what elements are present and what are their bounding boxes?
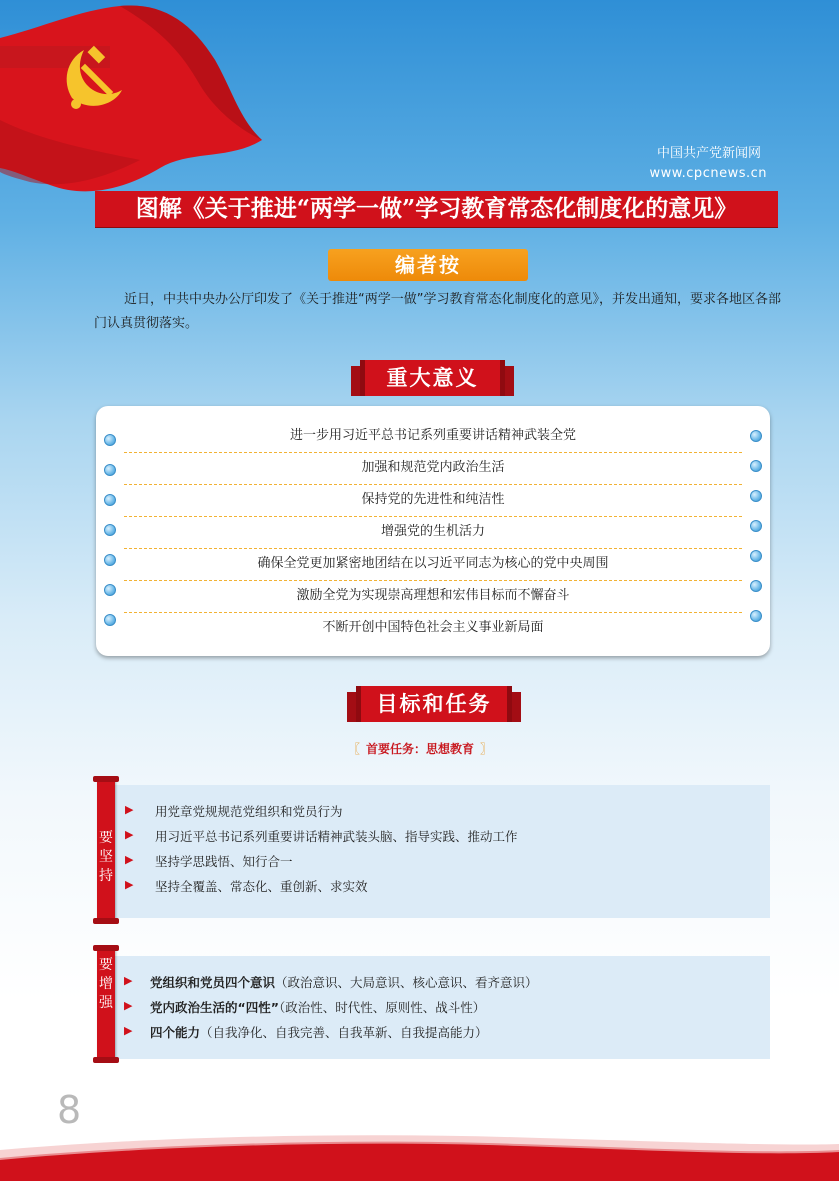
site-url: www.cpcnews.cn <box>649 166 767 181</box>
goals-badge: 目标和任务 <box>356 686 512 722</box>
adhere-item: ▶ 坚持学思践悟、知行合一 <box>125 853 293 869</box>
primary-task-text: 首要任务：思想教育 <box>365 742 474 756</box>
ring-icon <box>750 520 762 532</box>
arrow-icon: ▶ <box>124 974 133 987</box>
ring-icon <box>104 494 116 506</box>
page-title: 图解《关于推进“两学一做”学习教育常态化制度化的意见》 <box>95 191 778 227</box>
editor-note-text: 近日，中共中央办公厅印发了《关于推进“两学一做”学习教育常态化制度化的意见》，并发出通知，要求各地区各部门认真贯彻落实。 <box>94 292 781 331</box>
significance-item: 不断开创中国特色社会主义事业新局面 <box>322 620 544 635</box>
bracket-right: 〗 <box>480 742 493 756</box>
scroll-cap <box>93 776 119 782</box>
significance-item: 进一步用习近平总书记系列重要讲话精神武装全党 <box>124 420 742 453</box>
scroll-cap <box>93 1057 119 1063</box>
significance-badge: 重大意义 <box>360 360 505 396</box>
bottom-ribbon <box>0 1110 839 1181</box>
ring-icon <box>104 434 116 446</box>
scroll-cap <box>93 945 119 951</box>
significance-item: 确保全党更加紧密地团结在以习近平同志为核心的党中央周围 <box>124 548 742 581</box>
significance-item: 增强党的生机活力 <box>124 516 742 549</box>
ring-icon <box>750 490 762 502</box>
significance-item: 加强和规范党内政治生活 <box>124 452 742 485</box>
adhere-item: ▶ 用习近平总书记系列重要讲话精神武装头脑、指导实践、推动工作 <box>125 828 518 844</box>
significance-item: 保持党的先进性和纯洁性 <box>124 484 742 517</box>
arrow-icon: ▶ <box>125 828 134 841</box>
strengthen-item: ▶ 党组织和党员四个意识（政治意识、大局意识、核心意识、看齐意识） <box>124 974 538 990</box>
significance-card <box>96 406 770 656</box>
bracket-left: 〖 <box>347 742 360 756</box>
arrow-icon: ▶ <box>125 803 134 816</box>
ring-icon <box>750 580 762 592</box>
arrow-icon: ▶ <box>124 1024 133 1037</box>
ring-icon <box>750 430 762 442</box>
ring-icon <box>104 554 116 566</box>
hammer-sickle-icon <box>58 40 138 120</box>
strengthen-item: ▶ 四个能力（自我净化、自我完善、自我革新、自我提高能力） <box>124 1024 488 1040</box>
adhere-scroll-label <box>97 779 115 921</box>
adhere-label: 要 坚 持 <box>99 830 113 884</box>
arrow-icon: ▶ <box>125 853 134 866</box>
page-number: 8 <box>57 1088 82 1132</box>
adhere-item: ▶ 坚持全覆盖、常态化、重创新、求实效 <box>125 878 368 894</box>
site-name: 中国共产党新闻网 <box>656 146 761 161</box>
ring-icon <box>750 550 762 562</box>
editor-note-badge: 编者按 <box>328 249 528 281</box>
scroll-cap <box>93 918 119 924</box>
arrow-icon: ▶ <box>124 999 133 1012</box>
ring-icon <box>104 524 116 536</box>
ring-icon <box>104 464 116 476</box>
arrow-icon: ▶ <box>125 878 134 891</box>
ring-icon <box>104 614 116 626</box>
strengthen-scroll-label <box>97 948 115 1060</box>
adhere-item: ▶ 用党章党规规范党组织和党员行为 <box>125 803 343 819</box>
primary-task <box>330 740 510 757</box>
ring-icon <box>750 460 762 472</box>
ring-icon <box>750 610 762 622</box>
strengthen-item: ▶ 党内政治生活的“四性”（政治性、时代性、原则性、战斗性） <box>124 999 486 1015</box>
significance-item: 激励全党为实现崇高理想和宏伟目标而不懈奋斗 <box>124 580 742 613</box>
ring-icon <box>104 584 116 596</box>
strengthen-label: 要 增 强 <box>99 957 113 1011</box>
